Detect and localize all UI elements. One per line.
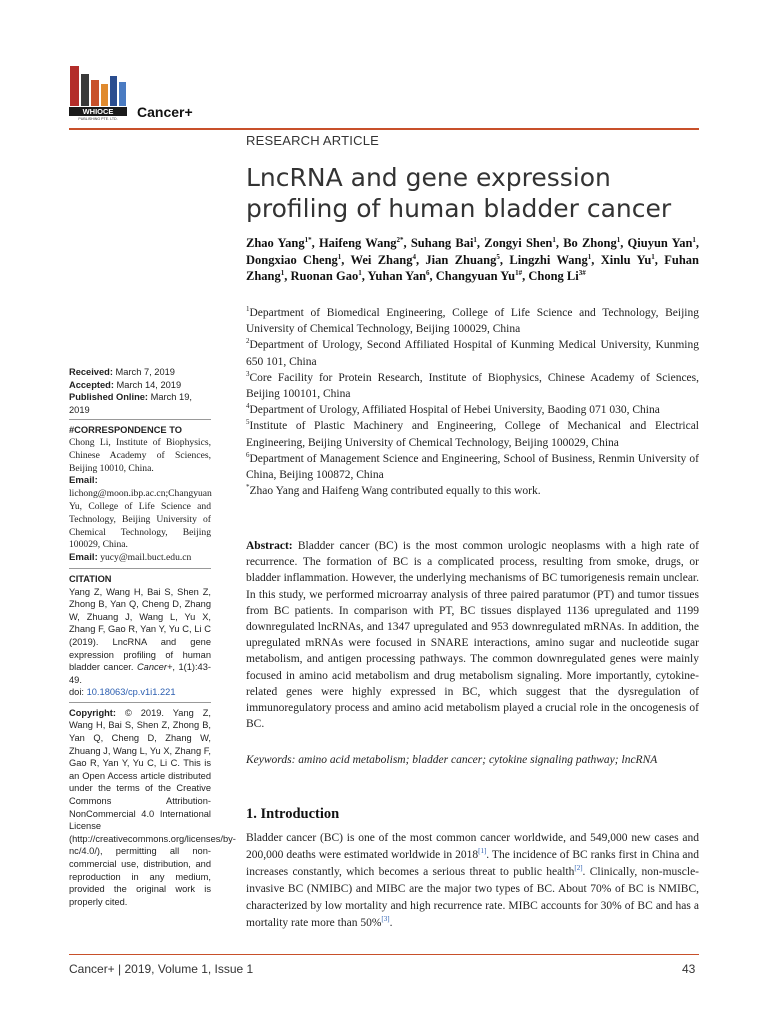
author-affiliation-marker: 1 [616, 235, 621, 244]
affiliation-marker: 2 [246, 337, 250, 346]
author-affiliation-marker: 1* [304, 235, 312, 244]
affiliation-text: Department of Urology, Second Affiliated Hospital of Kunming Medical University, Kunming 650 101, China [246, 339, 699, 368]
affiliation-item [246, 451, 699, 483]
correspondence-text: Chong Li, Institute of Biophysics, Chinese Academy of Sciences, Beijing 10010, China. [69, 436, 211, 474]
accepted-date: Accepted: March 14, 2019 [69, 379, 182, 390]
author-name: Haifeng Wang [318, 236, 397, 250]
intro-text-4: . [389, 917, 393, 929]
article-info-sidebar [69, 366, 236, 908]
author-name: Ruonan Gao [290, 269, 359, 283]
citation-ref-1[interactable]: [1] [478, 847, 487, 856]
author-name: Xinlu Yu [600, 252, 652, 267]
logo-subtitle: PUBLISHING PTE. LTD. [78, 117, 118, 121]
author-affiliation-marker: 1 [337, 252, 342, 261]
author-affiliation-marker: 4 [412, 252, 416, 261]
author-name: Zongyi Shen [484, 236, 553, 250]
affiliation-text: Department of Biomedical Engineering, College of Life Science and Technology, Beijing University of Chemical Technology, Beijing 100029, China [246, 307, 699, 336]
author-affiliation-marker: 1# [515, 268, 523, 277]
author-name: Yuhan Yan [367, 269, 427, 283]
doi-line: doi: 10.18063/cp.v1i1.221 [69, 687, 176, 698]
correspondence-email-1: Email: lichong@moon.ibp.ac.cn;Changyuan Yu, College of Life Science and Technology, Beijing University of Chemical Technology, Beijing 100029, China. [69, 475, 212, 551]
author-name: Zhao Yang [246, 236, 305, 250]
received-date: Received: March 7, 2019 [69, 367, 175, 377]
affiliation-marker: 5 [246, 418, 250, 427]
affiliation-text: Department of Management Science and Engineering, School of Business, Renmin University of China, Beijing 100872, China [246, 452, 699, 482]
author-affiliation-marker: 5 [496, 252, 500, 261]
correspondence-heading: #CORRESPONDENCE TO [69, 425, 182, 436]
intro-text-1: Bladder cancer (BC) is one of the most common cancer worldwide, and 549,000 new cases and 200,000 deaths were estimated worldwide in 2018 [246, 832, 699, 861]
correspondence-email-2: Email: yucy@mail.buct.edu.cn [69, 552, 192, 564]
author-name: Dongxiao Cheng [246, 252, 338, 267]
section-heading-introduction: 1. Introduction [246, 806, 340, 822]
doi-link[interactable]: 10.18063/cp.v1i1.221 [86, 687, 176, 698]
published-date: Published Online: March 19, 2019 [69, 392, 192, 415]
affiliation-item [246, 337, 699, 369]
affiliation-item [246, 402, 699, 418]
author-affiliation-marker: 1 [358, 268, 362, 277]
logo-wordmark: WHIOCE [82, 107, 114, 116]
sidebar-divider [69, 568, 211, 569]
author-affiliation-marker: 1 [473, 235, 477, 244]
author-affiliation-marker: 1 [280, 268, 285, 277]
citation-heading: CITATION [69, 573, 112, 584]
citation-ref-3[interactable]: [3] [381, 915, 390, 924]
author-affiliation-marker: 1 [651, 252, 655, 261]
keywords [246, 752, 699, 768]
author-affiliation-marker: 6 [426, 268, 430, 277]
affiliation-item [246, 418, 699, 450]
author-list: Zhao Yang$^{1*}$, Haifeng Wang$^{2*}$, Suhang Bai$^1$, Zongyi Shen$^1$, Bo Zhong$^1$, Qiuyun Yan$^1$, Dongxiao Cheng$^1$, Wei Zhang$^4$, Jian Zhuang$^5$, Lingzhi Wang$^1$, Xinlu Yu$^1$, Fuhan Zhang$^1$, Ruonan Gao$^1$, Yuhan Yan$^6$, Changyuan $Yu^{1\#}$, Chong $Li^{3\#}$ [246, 235, 700, 283]
author-affiliation-marker: 3# [578, 268, 586, 277]
affiliation-marker: 4 [246, 402, 250, 411]
affiliations [246, 305, 699, 499]
author-name: Fuhan Zhang [246, 252, 700, 283]
footer-journal-issue: Cancer+ | 2019, Volume 1, Issue 1 [69, 962, 254, 976]
affiliation-marker: 3 [246, 369, 250, 378]
affiliation-marker: 6 [246, 451, 250, 459]
introduction-paragraph [246, 830, 699, 932]
author-name: Qiuyun Yan [627, 236, 693, 250]
keywords-label: Keywords: [246, 754, 296, 766]
affiliation-item [246, 370, 699, 402]
author-name: Bo Zhong [563, 236, 617, 250]
author-name: Jian Zhuang [425, 252, 497, 267]
affiliation-text: Institute of Plastic Machinery and Engineering, College of Mechanical and Electrical Engineering, Beijing University of Chemical Technology, Beijing 100029, China [246, 420, 699, 449]
keywords-text: amino acid metabolism; bladder cancer; cytokine signaling pathway; lncRNA [298, 754, 658, 766]
abstract [246, 538, 699, 732]
sidebar-divider [69, 702, 211, 703]
affiliation-marker: * [246, 483, 250, 492]
header-divider [69, 128, 699, 130]
affiliation-text: Core Facility for Protein Research, Institute of Biophysics, Chinese Academy of Sciences, Beijing 100101, China [246, 371, 699, 401]
article-type: RESEARCH ARTICLE [246, 133, 379, 148]
publisher-logo [69, 64, 127, 122]
citation-ref-2[interactable]: [2] [574, 864, 583, 873]
page-number: 43 [682, 962, 696, 976]
author-affiliation-marker: 1 [552, 235, 556, 244]
author-name: Suhang Bai [410, 236, 474, 250]
affiliation-text: Zhao Yang and Haifeng Wang contributed equally to this work. [249, 485, 541, 498]
footer-divider [69, 954, 699, 955]
author-name: Lingzhi Wang [509, 252, 588, 267]
affiliation-text: Department of Urology, Affiliated Hospital of Hebei University, Baoding 071 030, China [249, 404, 660, 417]
author-affiliation-marker: 1 [692, 235, 696, 244]
author-affiliation-marker: 1 [587, 252, 592, 261]
affiliation-marker: 1 [246, 305, 250, 314]
sidebar-divider [69, 419, 211, 420]
intro-text-2: . The incidence of BC ranks first in China and increases constantly, which becomes a serious threat to public health [246, 849, 700, 878]
citation-text: Yang Z, Wang H, Bai S, Shen Z, Zhong B, Yan Q, Cheng D, Zhang W, Zhuang J, Wang L, Yu X, Zhang F, Gao R, Yan Y, Yu C, Li C (2019). LncRNA and gene expression profiling of human bladder cancer. Cancer+, 1(1):43-49. [69, 586, 211, 685]
journal-name: Cancer+ [137, 104, 193, 120]
author-name: Chong Li [528, 269, 579, 283]
abstract-label: Abstract: [246, 540, 293, 552]
author-name: Changyuan Yu [435, 269, 516, 283]
intro-text-3: . Clinically, non-muscle-invasive BC (NMIBC) and MIBC are the major two types of BC. About 70% of BC is NMIBC, characterized by low mortality and high recurrence rate. MIBC accounts for 30% of BC and has a mortality rate more than 50% [246, 866, 699, 929]
copyright-text: Copyright: © 2019. Yang Z, Wang H, Bai S, Shen Z, Zhong B, Yan Q, Cheng D, Zhang W, Zhuang J, Wang L, Yu X, Zhang F, Gao R, Yan Y, Yu C, Li C. This is an Open Access article distributed under the terms of the Creative Commons Attribution-NonCommercial 4.0 International License (http://creativecommons.org/licenses/by-nc/4.0/), permitting all non-commercial use, distribution, and reproduction in any medium, provided the original work is properly cited. [69, 707, 236, 907]
author-name: Wei Zhang [350, 252, 413, 267]
affiliation-item [246, 483, 699, 499]
abstract-text: Bladder cancer (BC) is the most common urologic neoplasms with a high rate of recurrence. The formation of BC is a complicated process, resulting from smoke, drugs, or bladder inflammation. However, the underlying mechanisms of BC tumorigenesis remain unclear. In this study, we performed microarray analysis of three paired paratumor (PT) and tumor tissues from BC patients. In comparison with PT, BC tissues displayed 1136 upregulated and 1199 downregulated lncRNAs, and 1347 upregulated and 953 downregulated mRNAs. In addition, the upregulated mRNAs were focused in SNARE interactions, amino sugar and nucleotide sugar metabolism, and antigen processing pathways. The common downregulated genes were mainly focused in amino acid metabolism and drug metabolism signaling. More importantly, cytokine-related genes were highly expressed in BC, which suggest that the dysregulation of immunoregulatory process and amino acid metabolism played a crucial role in the oncogenesis of BC. [246, 540, 699, 731]
article-title: LncRNA and gene expression profiling of human bladder cancer [246, 163, 672, 223]
affiliation-item [246, 305, 699, 337]
author-affiliation-marker: 2* [396, 235, 404, 244]
